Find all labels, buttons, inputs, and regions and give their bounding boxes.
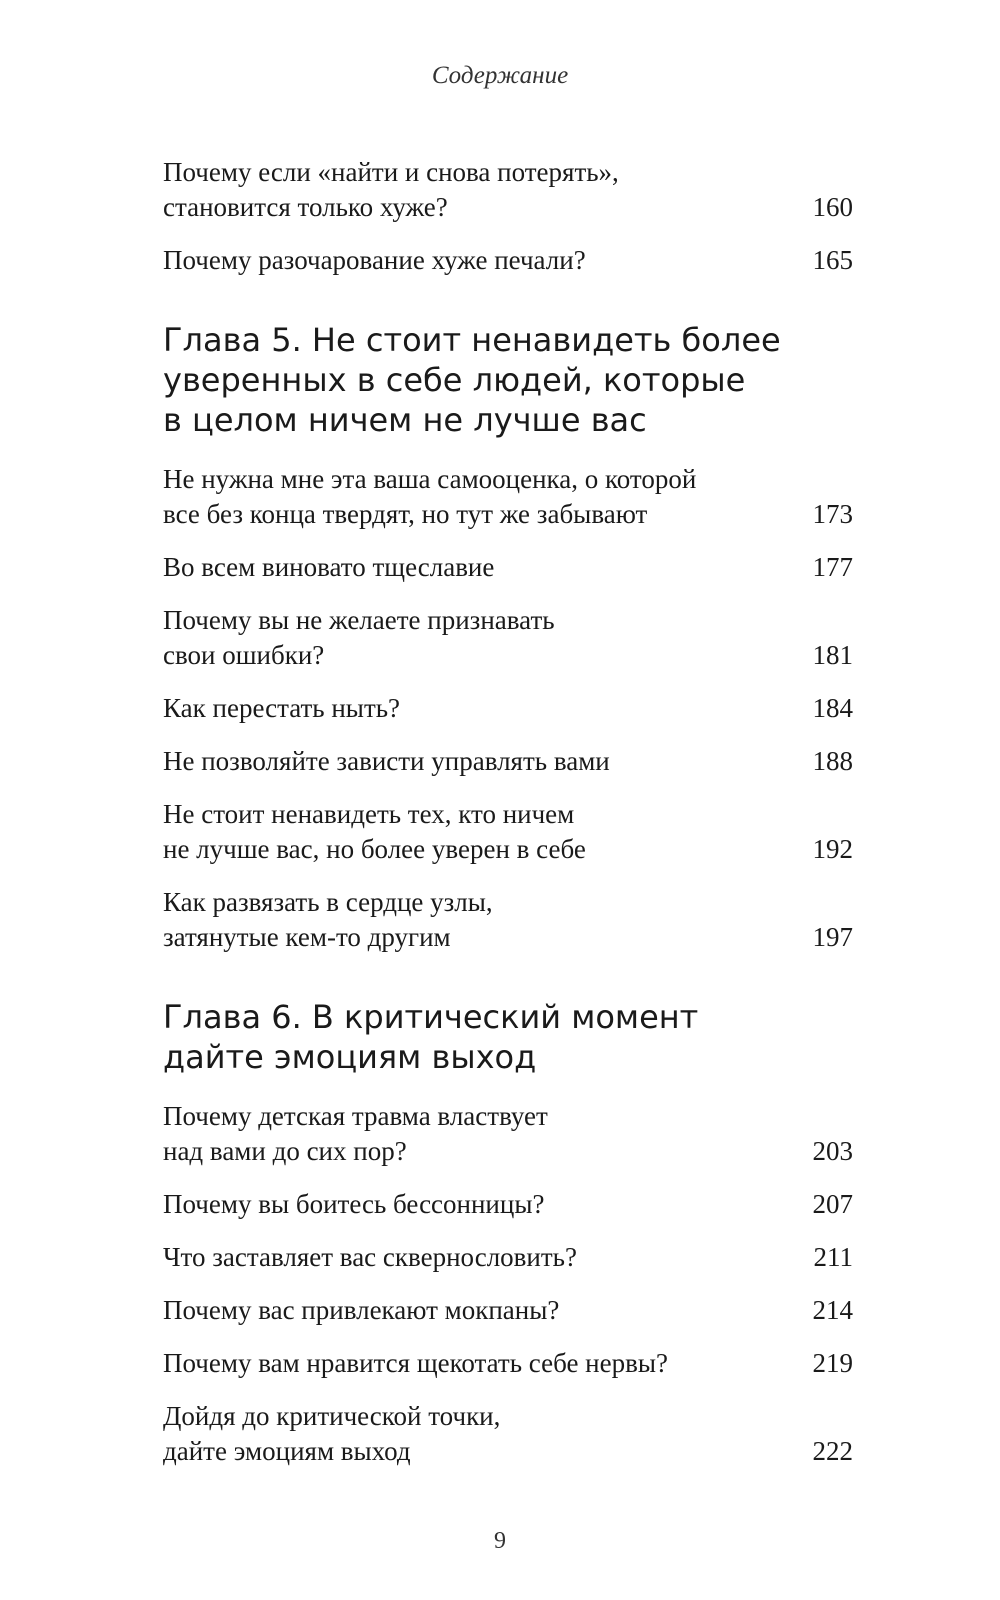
toc-entry-title-line: Почему вас привлекают мокпаны? [163,1295,560,1325]
toc-entry[interactable] [163,243,853,278]
toc-entry-page: 165 [812,245,853,275]
toc-entry-title [163,603,753,673]
page-number: 9 [494,1528,506,1554]
toc-entry[interactable] [163,1240,853,1275]
toc-entry-title [163,797,753,867]
toc-entry[interactable] [163,797,853,867]
toc-entry[interactable] [163,1187,853,1222]
toc-entry-page: 222 [812,1436,853,1466]
running-head: Содержание [431,62,569,89]
toc-entry-title-line: все без конца твердят, но тут же забывают [163,499,648,529]
chapter-heading-line: Глава 5. Не стоит ненавидеть более [163,321,781,359]
toc-entry-title-line: Не нужна мне эта ваша самооценка, о которой [163,464,697,494]
toc-entry-title-line: Дойдя до критической точки, [163,1401,501,1431]
toc-entry-page: 211 [813,1242,853,1272]
toc-entry-title-line: Почему вам нравится щекотать себе нервы? [163,1348,668,1378]
toc-entry-page: 184 [812,693,853,723]
toc-entry-title-line: не лучше вас, но более уверен в себе [163,834,586,864]
toc-entry-page: 181 [812,640,853,670]
toc-entry-page: 173 [812,499,853,529]
toc-entry-title-line: Почему вы боитесь бессонницы? [163,1189,545,1219]
toc-entry-page: 177 [812,552,853,582]
chapter-heading-line: уверенных в себе людей, которые [163,361,746,399]
toc-entry-title [163,1099,753,1169]
toc-entry[interactable] [163,1099,853,1169]
toc-entry-title-line: Как перестать ныть? [163,693,401,723]
toc-entry-page: 219 [812,1348,853,1378]
toc-entry-title-line: Не позволяйте зависти управлять вами [163,746,610,776]
chapter-heading-line: Глава 6. В критический момент [163,998,699,1036]
toc-entry[interactable] [163,691,853,726]
toc-entry-title [163,1187,753,1222]
toc-entry-title-line: Почему если «найти и снова потерять», [163,157,619,187]
chapter-heading-line: дайте эмоциям выход [163,1038,537,1076]
toc-entry-title-line: свои ошибки? [163,640,325,670]
toc-entry[interactable] [163,744,853,779]
toc-entry[interactable] [163,1346,853,1381]
toc-entry-title-line: Как развязать в сердце узлы, [163,887,493,917]
toc-entry-title [163,744,753,779]
toc-entry-page: 192 [812,834,853,864]
toc-entry-page: 203 [812,1136,853,1166]
toc-entry-title [163,155,753,225]
toc-entry-title-line: Почему разочарование хуже печали? [163,245,586,275]
toc-entry-title-line: над вами до сих пор? [163,1136,407,1166]
toc-entry-page: 188 [812,746,853,776]
toc-entry-title-line: Во всем виновато тщеславие [163,552,495,582]
toc-entry-title-line: затянутые кем-то другим [163,922,451,952]
toc-entry[interactable] [163,1399,853,1469]
table-of-contents [163,155,853,1487]
toc-entry-title-line: Что заставляет вас сквернословить? [163,1242,577,1272]
toc-entry-title [163,885,753,955]
toc-entry[interactable] [163,550,853,585]
toc-entry-title-line: Почему вы не желаете признавать [163,605,555,635]
toc-entry[interactable] [163,155,853,225]
toc-entry-page: 214 [812,1295,853,1325]
toc-entry[interactable] [163,603,853,673]
toc-entry-page: 160 [812,192,853,222]
toc-entry-page: 207 [812,1189,853,1219]
toc-entry-title [163,691,753,726]
toc-entry[interactable] [163,885,853,955]
toc-entry-title-line: становится только хуже? [163,192,448,222]
toc-entry-title [163,1240,753,1275]
toc-entry-title [163,550,753,585]
chapter-heading-line: в целом ничем не лучше вас [163,401,647,439]
toc-entry-title [163,243,753,278]
toc-entry-title-line: Почему детская травма властвует [163,1101,548,1131]
toc-entry-title-line: дайте эмоциям выход [163,1436,411,1466]
toc-entry-title [163,1399,753,1469]
toc-entry-title [163,1346,753,1381]
chapter-heading [163,320,853,440]
toc-entry[interactable] [163,1293,853,1328]
toc-entry-page: 197 [812,922,853,952]
toc-entry-title [163,462,753,532]
toc-entry-title-line: Не стоит ненавидеть тех, кто ничем [163,799,575,829]
chapter-heading [163,997,853,1077]
toc-entry[interactable] [163,462,853,532]
toc-entry-title [163,1293,753,1328]
